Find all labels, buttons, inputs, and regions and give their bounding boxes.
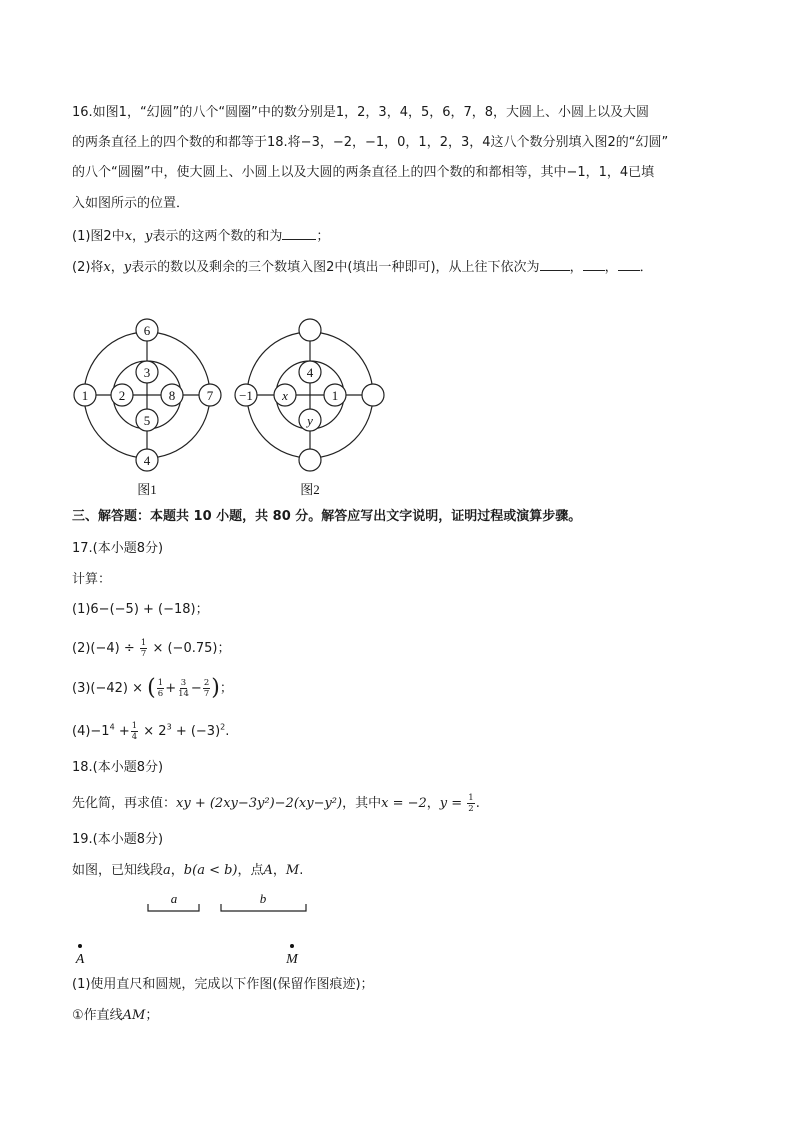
fig2-inner-left: x <box>282 388 288 403</box>
q16-part-1: (1)图2中x，y表示的这两个数的和为 ； <box>72 229 330 244</box>
q16-line-4: 入如图所示的位置． <box>72 196 190 211</box>
q18-text: 先化简，再求值：xy + (2xy−3y²)−2(xy−y²)，其中x = −2，y = $\frac{1}{2}$ . <box>72 793 480 814</box>
segment-b-label: b <box>259 891 267 906</box>
fig1-left: 1 <box>81 388 89 403</box>
point-m <box>290 944 294 948</box>
fig2-inner-top: 4 <box>306 365 314 380</box>
section-3-title: 三、解答题：本题共 10 小题，共 80 分。解答应写出文字说明，证明过程或演算步骤。 <box>72 509 582 524</box>
fig2-caption: 图2 <box>300 482 320 497</box>
point-a <box>78 944 82 948</box>
answer-blank-4[interactable] <box>618 258 640 271</box>
fig1-inner-right: 8 <box>168 388 176 403</box>
q17-part-3: (3)(−42) × ( $\frac{1}{6}$ + $\frac{3}{14}$ − $\frac{2}{7}$ )； <box>72 675 233 701</box>
q16-line-3: 的八个“圆圈”中，使大圆上、小圆上以及大圆的两条直径上的四个数的和都相等，其中−1，1，4已填 <box>72 165 655 180</box>
answer-blank-2[interactable] <box>540 258 570 271</box>
fig1-inner-left: 2 <box>118 388 126 403</box>
q19-figure <box>60 885 340 970</box>
q16-line-2: 的两条直径上的四个数的和都等于18.将−3，−2，−1，0，1，2，3，4这八个数分别填入图2的“幻圆” <box>72 135 669 150</box>
figure-1 <box>81 332 210 458</box>
q19-part-1: (1)使用直尺和圆规，完成以下作图(保留作图痕迹)； <box>72 977 374 992</box>
fig1-top: 6 <box>143 323 151 338</box>
fig2-left: −1 <box>239 388 253 403</box>
q17-header: 17.(本小题8分) <box>72 541 164 556</box>
q19-step-1: ①作直线AM； <box>72 1008 159 1023</box>
fig2-inner-right: 1 <box>331 388 339 403</box>
q17-part-2: (2)(−4) ÷ $\frac{1}{7}$ × (−0.75)； <box>72 638 231 659</box>
magic-circle-figures <box>60 310 400 505</box>
fig1-inner-top: 3 <box>143 365 151 380</box>
segment-a-label: a <box>170 891 178 906</box>
fig2-inner-bottom: y <box>307 413 313 428</box>
answer-blank-3[interactable] <box>583 258 605 271</box>
fig1-bottom: 4 <box>143 453 151 468</box>
fig2-empty-right <box>362 384 384 406</box>
q19-header: 19.(本小题8分) <box>72 832 164 847</box>
fig1-caption: 图1 <box>137 482 157 497</box>
q19-text: 如图，已知线段a，b(a < b)，点A，M. <box>72 863 304 878</box>
point-a-label: A <box>75 952 85 967</box>
fig2-empty-top <box>299 319 321 341</box>
fig2-empty-bottom <box>299 449 321 471</box>
q17-part-1: (1)6−(−5) + (−18)； <box>72 602 209 617</box>
q18-header: 18.(本小题8分) <box>72 760 164 775</box>
q17-part-4: $(4)-1^4$ + $\frac{1}{4}$ × $2^3 + (-3)^2$. <box>72 721 230 742</box>
fraction: $\frac{1}{7}$ <box>140 638 147 659</box>
q17-intro: 计算： <box>72 572 112 587</box>
figure-2 <box>247 332 373 458</box>
q16-part-2: (2)将x，y表示的数以及剩余的三个数填入图2中(填出一种即可)，从上往下依次为 ， ， ． <box>72 260 653 275</box>
point-m-label: M <box>286 952 298 967</box>
fig1-right: 7 <box>206 388 214 403</box>
fig1-inner-bottom: 5 <box>143 413 151 428</box>
q16-line-1: 16.如图1，“幻圆”的八个“圆圈”中的数分别是1，2，3，4，5，6，7，8，大圆上、小圆上以及大圆 <box>72 105 650 120</box>
answer-blank-1[interactable] <box>282 227 316 240</box>
